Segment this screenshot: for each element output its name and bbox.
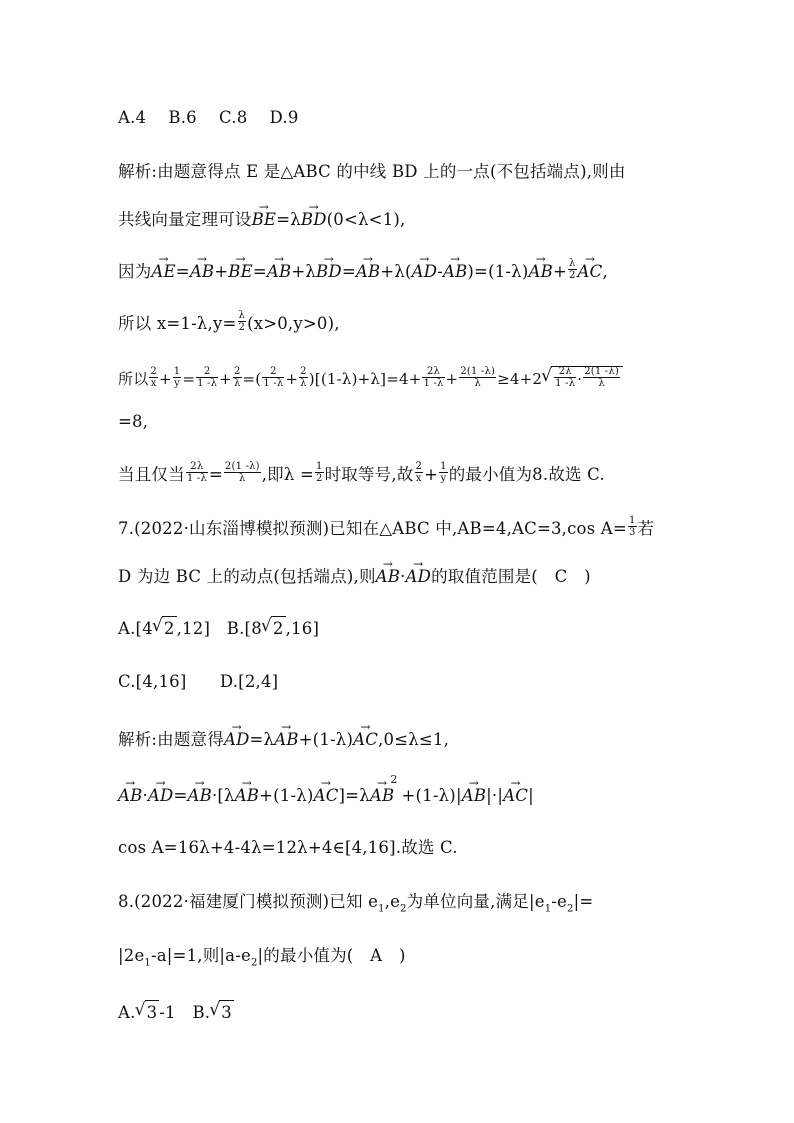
solution-6-line-6 bbox=[118, 410, 148, 434]
solution-7-line-2 bbox=[118, 773, 534, 810]
text: , bbox=[602, 262, 608, 281]
numerator: 2λ bbox=[186, 461, 208, 473]
vector-ac: → AC bbox=[353, 728, 378, 752]
fraction bbox=[299, 366, 308, 389]
text: = bbox=[182, 370, 196, 388]
text: ,0≤λ≤1, bbox=[378, 730, 450, 749]
text: cos A=16λ+4-4λ=12λ+4∈[4,16].故选 C. bbox=[118, 838, 458, 857]
numerator: 2 bbox=[233, 365, 241, 377]
text: 8.(2022·福建厦门模拟预测)已知 e bbox=[118, 892, 379, 911]
text: 若 bbox=[637, 519, 655, 538]
vector-ab: → AB bbox=[235, 784, 259, 808]
text: D 为边 BC 上的动点(包括端点),则 bbox=[118, 567, 376, 586]
text: )=(1-λ) bbox=[467, 262, 529, 281]
denominator: x bbox=[415, 473, 422, 484]
vector-ab: → AB bbox=[376, 565, 400, 589]
denominator: λ bbox=[474, 377, 481, 389]
numerator: 2λ bbox=[422, 366, 444, 378]
text: = bbox=[252, 262, 267, 281]
solution-6-line-5 bbox=[118, 366, 623, 392]
vector-be: → BE bbox=[252, 208, 277, 232]
subscript: 2 bbox=[400, 903, 407, 915]
numerator: 1 bbox=[440, 461, 447, 472]
text: + bbox=[214, 262, 229, 281]
numerator: λ bbox=[568, 258, 576, 269]
text: A.[4 bbox=[118, 619, 153, 638]
text: ·[λ bbox=[211, 786, 235, 805]
numerator: 1 bbox=[628, 515, 636, 526]
subscript: 1 bbox=[378, 903, 385, 915]
text: - bbox=[437, 262, 443, 281]
question-7-line-2 bbox=[118, 565, 591, 589]
fraction bbox=[315, 461, 324, 484]
numerator: 2 bbox=[262, 366, 284, 378]
fraction bbox=[583, 366, 620, 389]
text: = bbox=[173, 786, 188, 805]
text: |2e bbox=[118, 946, 145, 965]
text: = bbox=[341, 262, 356, 281]
vector-ac: → AC bbox=[503, 784, 528, 808]
text: 的取值范围是( C ) bbox=[431, 567, 591, 586]
numerator: 2(1 -λ) bbox=[584, 365, 620, 377]
denominator: 1 -λ bbox=[186, 473, 207, 484]
denominator: λ bbox=[598, 377, 605, 389]
vector-ad: → AD bbox=[412, 260, 438, 284]
text: -e bbox=[551, 892, 568, 911]
numerator: 2 bbox=[150, 365, 157, 377]
text: 7.(2022·山东淄博模拟预测)已知在△ABC 中,AB=4,AC=3,cos A= bbox=[118, 519, 627, 538]
solution-7-line-3 bbox=[118, 836, 458, 860]
text: ≥4+2 bbox=[497, 370, 543, 388]
denominator: y bbox=[174, 377, 180, 389]
denominator: λ bbox=[233, 377, 241, 389]
subscript: 1 bbox=[544, 903, 552, 915]
text: -1 B. bbox=[159, 1003, 211, 1022]
question-8-line-1 bbox=[118, 890, 593, 921]
vector-ab: → AB bbox=[443, 260, 467, 284]
fraction bbox=[262, 366, 284, 389]
text: + bbox=[158, 370, 172, 388]
vector-ad: → AD bbox=[224, 728, 250, 752]
numerator: 2 bbox=[300, 365, 307, 377]
fraction bbox=[149, 366, 158, 389]
denominator: 1 -λ bbox=[263, 377, 284, 389]
text: 当且仅当 bbox=[118, 465, 185, 484]
vector-ac: → AC bbox=[578, 260, 603, 284]
text: |的最小值为( A ) bbox=[257, 946, 406, 965]
square-root: √ 2 bbox=[162, 616, 177, 641]
question-7-options-ab bbox=[118, 616, 319, 641]
text: | bbox=[528, 786, 534, 805]
fraction bbox=[439, 461, 448, 484]
text: ,12] B.[8 bbox=[176, 619, 262, 638]
text: =8, bbox=[118, 412, 149, 431]
text: 的最小值为8.故选 C. bbox=[448, 465, 605, 484]
numerator: 2 bbox=[196, 366, 218, 378]
vector-ab: → AB bbox=[528, 260, 552, 284]
numerator: √ 2λ bbox=[554, 366, 576, 378]
solution-6-line-3 bbox=[118, 260, 608, 284]
text: 解析:由题意得点 E 是△ABC 的中线 BD 上的一点(不包括端点),则由 bbox=[118, 162, 626, 181]
fraction-lambda-over-2 bbox=[568, 258, 577, 281]
subscript: 2 bbox=[250, 957, 258, 969]
text: + bbox=[285, 370, 299, 388]
question-7-line-1 bbox=[118, 517, 654, 541]
text: +(1-λ) bbox=[298, 730, 354, 749]
text: (0<λ<1), bbox=[326, 210, 406, 229]
options-text: A.4 B.6 C.8 D.9 bbox=[118, 108, 299, 127]
text: 为单位向量,满足|e bbox=[406, 892, 545, 911]
vector-ad: → AD bbox=[406, 565, 432, 589]
fraction bbox=[224, 461, 261, 484]
fraction bbox=[186, 461, 208, 484]
text: +(1-λ) bbox=[259, 786, 314, 805]
vector-ad: → AD bbox=[148, 784, 174, 808]
fraction bbox=[173, 366, 182, 389]
question-8-line-2 bbox=[118, 944, 406, 975]
text: + bbox=[219, 370, 232, 388]
text: 解析:由题意得 bbox=[118, 730, 224, 749]
text: = bbox=[208, 465, 223, 484]
vector-ab: → AB bbox=[462, 784, 486, 808]
text: + bbox=[424, 465, 439, 484]
fraction bbox=[196, 366, 218, 389]
numerator: λ bbox=[238, 310, 246, 321]
text: 因为 bbox=[118, 262, 152, 281]
text: |= bbox=[573, 892, 594, 911]
answer-options-6 bbox=[118, 106, 299, 130]
square-root bbox=[551, 366, 623, 392]
text: =( bbox=[242, 370, 262, 388]
numerator: 2 bbox=[415, 461, 423, 472]
fraction bbox=[554, 366, 576, 389]
fraction bbox=[422, 366, 444, 389]
numerator: 2(1 -λ) bbox=[224, 461, 260, 472]
vector-ab: → AB bbox=[118, 784, 142, 808]
text: |·| bbox=[486, 786, 504, 805]
text: -a|=1,则|a-e bbox=[150, 946, 251, 965]
denominator: 1 -λ bbox=[197, 377, 218, 389]
text: =λ bbox=[276, 210, 301, 229]
superscript: 2 bbox=[390, 773, 398, 786]
text: +λ( bbox=[380, 262, 412, 281]
vector-bd: → BD bbox=[316, 260, 342, 284]
solution-6-line-1 bbox=[118, 160, 626, 184]
text: +(1-λ)| bbox=[401, 786, 462, 805]
text: + bbox=[445, 370, 459, 388]
text: A. bbox=[118, 1003, 136, 1022]
text: ,即λ = bbox=[261, 465, 315, 484]
text: · bbox=[400, 567, 406, 586]
text: )[(1-λ)+λ]=4+ bbox=[308, 370, 422, 388]
text: +λ bbox=[291, 262, 317, 281]
text: · bbox=[142, 786, 148, 805]
numerator: 1 bbox=[173, 365, 181, 377]
denominator: 1 -λ bbox=[555, 377, 576, 389]
square-root: √ 2 bbox=[271, 616, 286, 641]
vector-be: → BE bbox=[228, 260, 253, 284]
fraction bbox=[233, 366, 242, 389]
denominator: 2 bbox=[238, 322, 246, 333]
text: (x>0,y>0), bbox=[247, 314, 340, 333]
numerator: 2(1 -λ) bbox=[460, 365, 496, 377]
text: 共线向量定理可设 bbox=[118, 210, 252, 229]
denominator: 3 bbox=[628, 527, 636, 538]
text: ,e bbox=[384, 892, 401, 911]
denominator: 2 bbox=[568, 270, 576, 281]
numerator: 1 bbox=[316, 461, 323, 472]
solution-6-line-2 bbox=[118, 208, 405, 232]
fraction-lambda-over-2 bbox=[238, 310, 247, 333]
text: + bbox=[552, 262, 567, 281]
text: 所以 x=1-λ,y= bbox=[118, 314, 237, 333]
solution-6-line-4 bbox=[118, 312, 340, 336]
denominator: y bbox=[440, 473, 447, 484]
vector-ab: → AB bbox=[187, 784, 211, 808]
denominator: 2 bbox=[316, 473, 323, 484]
text: = bbox=[175, 262, 190, 281]
denominator: x bbox=[150, 377, 157, 389]
text: 时取等号,故 bbox=[324, 465, 414, 484]
denominator: λ bbox=[239, 473, 246, 484]
subscript: 1 bbox=[144, 957, 151, 969]
vector-ab: → AB bbox=[274, 728, 298, 752]
denominator: 1 -λ bbox=[423, 377, 444, 389]
vector-ac: → AC bbox=[314, 784, 339, 808]
text: =λ bbox=[249, 730, 275, 749]
vector-ab: → AB bbox=[370, 784, 394, 808]
question-8-options bbox=[118, 1000, 234, 1025]
fraction bbox=[628, 515, 637, 538]
square-root: √ 3 bbox=[145, 1000, 160, 1025]
text: C.[4,16] D.[2,4] bbox=[118, 672, 279, 691]
question-7-options-cd bbox=[118, 670, 278, 694]
vector-ab: → AB bbox=[190, 260, 214, 284]
solution-6-line-7 bbox=[118, 463, 605, 487]
subscript: 2 bbox=[567, 903, 574, 915]
square-root: √ 3 bbox=[219, 1000, 234, 1025]
text: ]=λ bbox=[338, 786, 370, 805]
solution-7-line-1 bbox=[118, 728, 449, 752]
vector-ab: → AB bbox=[267, 260, 291, 284]
vector-ab: → AB bbox=[356, 260, 380, 284]
vector-bd: → BD bbox=[301, 208, 327, 232]
text: 所以 bbox=[118, 370, 149, 388]
denominator: λ bbox=[300, 377, 307, 389]
text: ,16] bbox=[285, 619, 320, 638]
fraction bbox=[459, 366, 496, 389]
vector-ae: → AE bbox=[151, 260, 175, 284]
text: · bbox=[577, 370, 583, 388]
fraction bbox=[415, 461, 424, 484]
